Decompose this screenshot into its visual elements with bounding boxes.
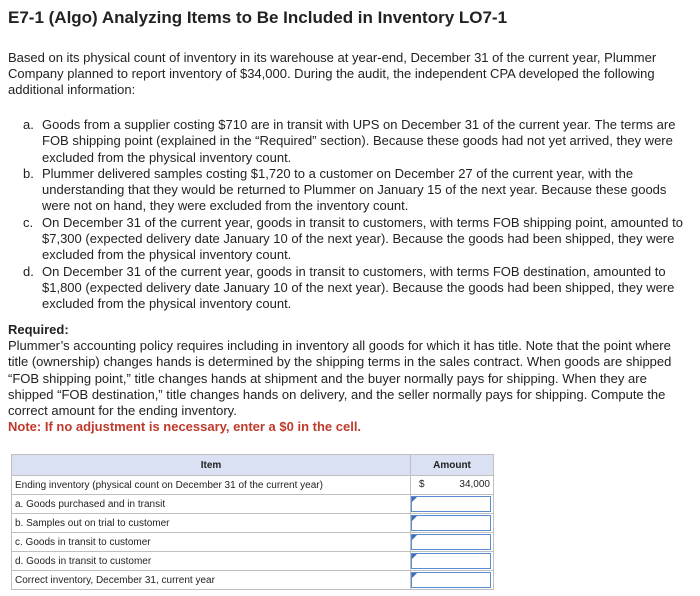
note-text: Note: If no adjustment is necessary, enter a $0 in the cell. xyxy=(8,419,362,435)
list-item-letter: a. xyxy=(23,117,34,132)
list-item-text: Goods from a supplier costing $710 are in transit with UPS on December 31 of the current year. The terms are FOB shipping point (explained in the “Required” section). Because these goods had not yet arrived, they were excluded from the physical inventory count. xyxy=(42,117,676,165)
table-row xyxy=(12,552,494,571)
table-row xyxy=(12,495,494,514)
amount-value: 34,000 xyxy=(459,479,490,490)
page-title: E7-1 (Algo) Analyzing Items to Be Included in Inventory LO7-1 xyxy=(8,8,508,27)
header-amount: Amount xyxy=(411,455,494,476)
list-item-text: Plummer delivered samples costing $1,720 to a customer on December 27 of the current year, with the understanding that they would be returned to Plummer on January 15 of the next year. Because these goods were not on hand, they were excluded from the inventory count. xyxy=(42,165,667,214)
amount-cell xyxy=(411,552,494,571)
table-header-row xyxy=(12,455,494,476)
table-row xyxy=(12,476,494,495)
info-list xyxy=(23,117,688,313)
intro-paragraph: Based on its physical count of inventory in its warehouse at year-end, December 31 of the current year, Plummer Company planned to report inventory of $34,000. During the audit, the independent CPA developed the following additional information: xyxy=(8,50,657,97)
table-row xyxy=(12,571,494,590)
currency-symbol: $ xyxy=(419,479,425,490)
list-item-letter: c. xyxy=(23,214,34,230)
table-row xyxy=(12,533,494,552)
required-heading: Required: xyxy=(8,322,69,337)
row-label: d. Goods in transit to customer xyxy=(12,552,411,571)
list-item-letter: b. xyxy=(23,165,34,181)
amount-cell xyxy=(411,476,494,495)
amount-cell xyxy=(411,495,494,514)
row-label: c. Goods in transit to customer xyxy=(12,533,411,552)
amount-input-d[interactable] xyxy=(411,553,491,569)
amount-input-c[interactable] xyxy=(411,534,491,550)
list-item xyxy=(23,215,688,264)
list-item xyxy=(23,166,688,215)
amount-cell xyxy=(411,533,494,552)
row-label: b. Samples out on trial to customer xyxy=(12,514,411,533)
amount-input-b[interactable] xyxy=(411,515,491,531)
required-text: Plummer’s accounting policy requires including in inventory all goods for which it has title. Note that the point where title (ownership) changes hands is determined by the shipping terms in the sales contract. When goods are shipped “FOB shipping point,” title changes hands at shipment and the buyer normally pays for shipping. When they are shipped “FOB destination,” title changes hands on delivery, and the seller normally pays for shipping. Compute the correct amount for the ending inventory. xyxy=(8,338,672,419)
inventory-table xyxy=(11,454,494,590)
row-label: Ending inventory (physical count on December 31 of the current year) xyxy=(12,476,411,495)
table-row xyxy=(12,514,494,533)
amount-cell xyxy=(411,514,494,533)
list-item xyxy=(23,117,688,166)
list-item-text: On December 31 of the current year, goods in transit to customers, with terms FOB destination, amounted to $1,800 (expected delivery date January 10 of the next year). Because the goods had been shipped, they were excluded from the physical inventory count. xyxy=(42,263,675,312)
amount-input-a[interactable] xyxy=(411,496,491,512)
amount-input-total[interactable] xyxy=(411,572,491,588)
row-label: Correct inventory, December 31, current year xyxy=(12,571,411,590)
list-item xyxy=(23,264,688,313)
header-item: Item xyxy=(12,455,411,476)
required-section xyxy=(8,322,693,435)
row-label: a. Goods purchased and in transit xyxy=(12,495,411,514)
list-item-letter: d. xyxy=(23,263,34,279)
amount-cell xyxy=(411,571,494,590)
list-item-text: On December 31 of the current year, goods in transit to customers, with terms FOB shipping point, amounted to $7,300 (expected delivery date January 10 of the next year). Because the goods had been shipped, they were excluded from the physical inventory count. xyxy=(42,214,683,263)
